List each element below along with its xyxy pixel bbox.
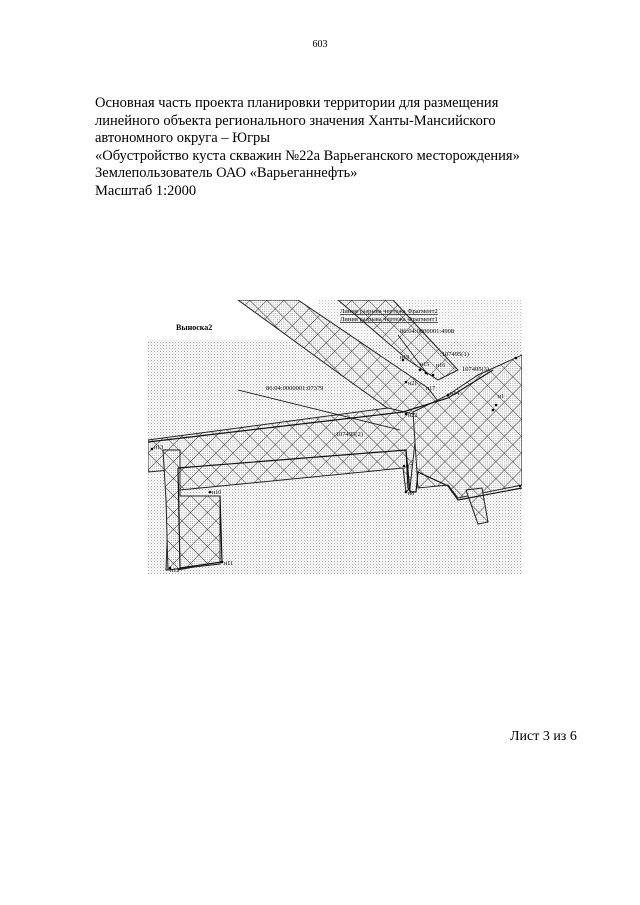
point-n7: н7: [406, 464, 413, 470]
header-line-3: автономного округа – Югры: [95, 130, 271, 146]
point-n15: н15: [420, 362, 430, 368]
point-n14: н14: [450, 391, 460, 397]
parcel-label-107495-2: :107495(2): [334, 431, 363, 438]
parcel-label-107495-1: :107495(1): [440, 351, 469, 358]
break-line-label-2: Линия разрыва чертежа Фрагмент2: [340, 308, 438, 315]
header-line-6: Масштаб 1:2000: [95, 182, 197, 199]
header-line-1: Основная часть проекта планировки территории для размещения: [95, 95, 499, 111]
drawing-canvas: [148, 300, 522, 574]
point-n10: н10: [212, 490, 222, 496]
point-n17: н17: [426, 386, 436, 392]
header-line-4: «Обустройство куста скважин №22а Варьеганского месторождения»: [95, 147, 520, 164]
point-n12: н12: [170, 568, 180, 574]
point-n20: н21: [408, 381, 418, 387]
break-line-label-1: Линия разрыва чертежа Фрагмент1: [340, 316, 438, 323]
parcel-label-107495-3: 107495(3): [462, 366, 490, 373]
parcel-label-07379: 86:04:0000001:07379: [266, 385, 324, 392]
point-n13: н13: [154, 445, 164, 451]
point-n8: н8: [408, 491, 415, 497]
point-n22: н22: [408, 413, 418, 419]
header-line-5: Землепользователь ОАО «Варьеганнефть»: [95, 165, 358, 181]
point-n19: н19: [400, 355, 410, 361]
parcel-label-4908: 86:04:0000001:4908: [400, 328, 455, 335]
planning-drawing: [148, 300, 522, 574]
point-n11: н11: [224, 561, 233, 567]
document-header: [95, 95, 565, 200]
header-line-2: линейного объекта регионального значения Ханты-Мансийского: [95, 112, 496, 129]
point-n16: н16: [436, 363, 446, 369]
callout-title: Выноска2: [176, 323, 213, 332]
point-n1: н1: [498, 394, 505, 400]
sheet-label: Лист 3 из 6: [510, 729, 577, 744]
page-number: 603: [312, 39, 328, 50]
